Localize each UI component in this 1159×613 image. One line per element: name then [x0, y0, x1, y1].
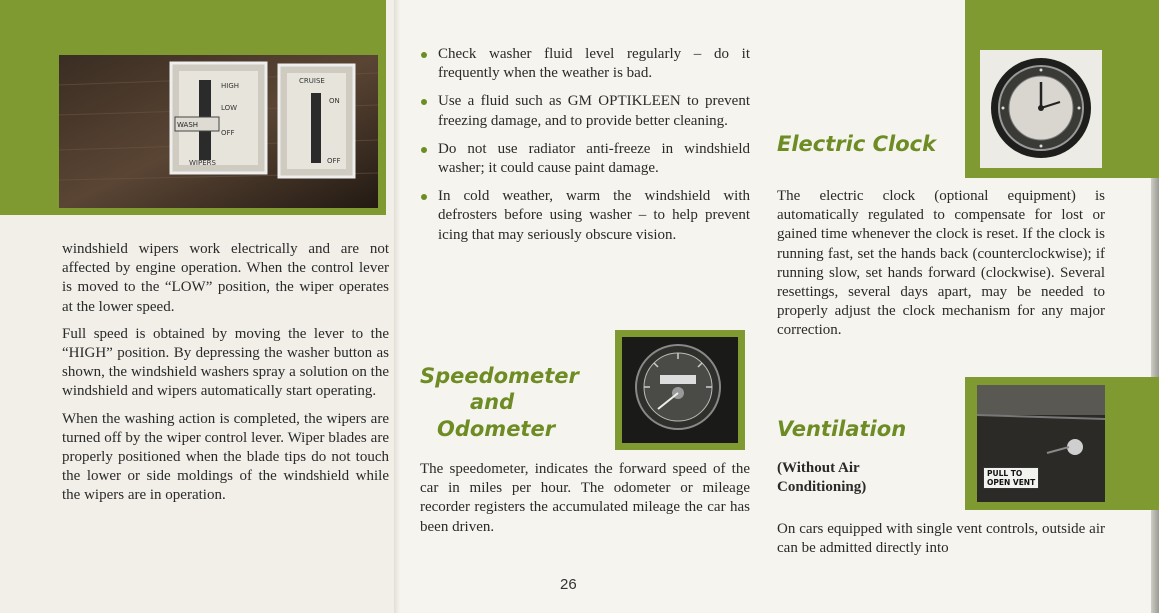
clock-description [777, 187, 1105, 349]
vent-label-line-1: PULL TO [987, 469, 1023, 478]
speedometer-icon [622, 337, 738, 443]
clock-paragraph: The electric clock (optional equipment) is automatically regulated to compensate for lost or gained time whenever the clock is reset. If the clock is running fast, set the hands back (counterclockwise); if running slow, set hands forward (clockwise). Several resettings, several days apart, may be needed to properly adjust the clock mechanism for any major correction. [777, 188, 1105, 339]
clock-photo [980, 50, 1102, 168]
off-label: OFF [221, 129, 235, 137]
cruise-label: CRUISE [299, 77, 325, 85]
odometer-heading: Odometer [437, 417, 556, 441]
low-label: LOW [221, 104, 238, 112]
list-item: In cold weather, warm the windshield with defrosters before using washer – to help prevent icing that may seriously obscure vision. [418, 187, 750, 245]
wiper-control-photo [59, 55, 378, 208]
list-item: Check washer fluid level regularly – do it frequently when the weather is bad. [418, 45, 750, 83]
clock-icon [980, 50, 1102, 168]
wiper-description [62, 240, 389, 514]
ventilation-sub-heading-line-2: Conditioning) [777, 479, 867, 495]
page-gutter [394, 0, 400, 613]
clock-heading: Electric Clock [777, 132, 937, 156]
washer-tips-list [418, 45, 750, 254]
wipers-label: WIPERS [189, 159, 216, 167]
speedometer-paragraph: The speedometer, indicates the forward speed of the car in miles per hour. The odometer or mileage recorder registers the accumulated mileage the car has been driven. [420, 461, 750, 535]
speedometer-photo [622, 337, 738, 443]
wiper-control-illustration [59, 55, 378, 208]
ventilation-heading: Ventilation [777, 417, 907, 441]
vent-label-line-2: OPEN VENT [987, 478, 1036, 487]
list-item: Do not use radiator anti-freeze in windshield washer; it could cause paint damage. [418, 140, 750, 178]
ventilation-paragraph: On cars equipped with single vent controls, outside air can be admitted directly into [777, 521, 1105, 557]
speedometer-heading: Speedometer [420, 364, 579, 388]
ventilation-sub-heading [777, 459, 866, 497]
wiper-paragraph-1: windshield wipers work electrically and are not affected by engine operation. When the control lever is moved to the “LOW” position, the wiper operates at the lower speed. [62, 241, 389, 315]
ventilation-sub-heading-line-1: (Without Air [777, 460, 860, 476]
vent-label [983, 467, 1039, 489]
wiper-paragraph-2: Full speed is obtained by moving the lever to the “HIGH” position. By depressing the washer button as shown, the windshield washers spray a solution on the windshield and wipers automatically start operating. [62, 325, 389, 400]
high-label: HIGH [221, 82, 240, 90]
cruise-off-label: OFF [327, 157, 341, 165]
list-item: Use a fluid such as GM OPTIKLEEN to prevent freezing damage, and to provide better cleaning. [418, 92, 750, 130]
vent-photo [977, 385, 1105, 502]
washer-label: WASH [177, 121, 199, 129]
speedometer-heading-and: and [470, 390, 515, 414]
page-number: 26 [560, 576, 577, 593]
speedometer-description [420, 460, 750, 545]
cruise-on-label: ON [329, 97, 340, 105]
ventilation-description [777, 520, 1105, 566]
wiper-paragraph-3: When the washing action is completed, the wipers are turned off by the wiper control lever. Wiper blades are properly positioned when the blade tips do not touch the lower or side moldings of the windshield while the wipers are in operation. [62, 410, 389, 504]
